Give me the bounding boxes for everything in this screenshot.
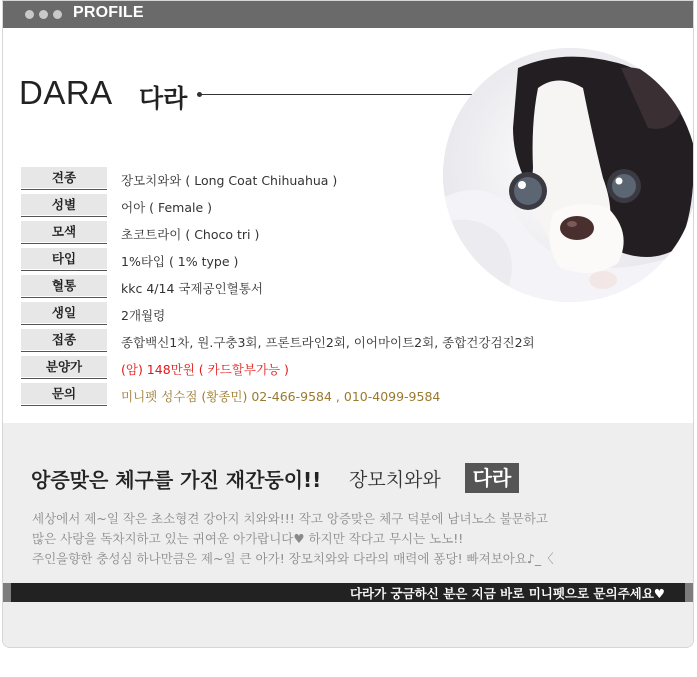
name-divider [201,94,481,95]
info-value: 2개월령 [121,308,166,323]
info-value: 초코트라이 ( Choco tri ) [121,227,260,242]
title-bar-dots [25,10,62,19]
cta-bar-cap-left [3,583,11,602]
info-row-price [21,356,541,382]
info-row-vaccination [21,329,541,355]
info-label: 생일 [21,302,107,325]
description-line: 세상에서 제~일 작은 초소형견 강아지 치와와!!! 작고 앙증맞은 체구 덕분에 남녀노소 불문하고 [32,511,548,526]
profile-card [2,0,694,648]
description-line: 많은 사랑을 독차지하고 있는 귀여운 아가랍니다♥ 하지만 작다고 무시는 노노!! [32,531,464,546]
description-line: 주인을향한 충성심 하나만큼은 제~일 큰 아가! 장모치와와 다라의 매력에 퐁당! 빠져보아요♪_〈 [32,551,554,566]
info-value: 종합백신1차, 원.구충3회, 프론트라인2회, 이어마이트2회, 종합건강검진2회 [121,335,535,350]
description-headline: 앙증맞은 체구를 가진 재간둥이!! [31,468,322,492]
info-value: 미니펫 성수점 (황종민) 02-466-9584 , 010-4099-9584 [121,389,441,404]
description-body [32,509,554,569]
info-row-type [21,248,541,274]
info-row-color [21,221,541,247]
contact-cta: 다라가 궁금하신 분은 지금 바로 미니펫으로 문의주세요♥ [349,586,665,601]
info-row-contact [21,383,541,409]
page-title: PROFILE [73,4,144,21]
info-label: 타입 [21,248,107,271]
info-row-breed [21,167,541,193]
info-value: 어아 ( Female ) [121,200,213,215]
info-value: kkc 4/14 국제공인혈통서 [121,281,263,296]
info-label: 접종 [21,329,107,352]
info-value: 장모치와와 ( Long Coat Chihuahua ) [121,173,338,188]
info-label: 문의 [21,383,107,406]
name-badge: 다라 [465,463,519,493]
info-label: 분양가 [21,356,107,379]
pet-name-korean: 다라 [139,84,188,113]
info-label: 견종 [21,167,107,190]
cta-bar-cap-right [685,583,693,602]
description-breed: 장모치와와 [349,469,441,491]
dot-icon [25,10,34,19]
title-bar [3,1,694,28]
dot-icon [53,10,62,19]
info-value: (암) 148만원 ( 카드할부가능 ) [121,362,289,377]
dot-icon [39,10,48,19]
pet-name-english: DARA [19,74,113,111]
info-label: 혈통 [21,275,107,298]
info-label: 모색 [21,221,107,244]
info-row-gender [21,194,541,220]
info-value: 1%타입 ( 1% type ) [121,254,239,269]
info-row-pedigree [21,275,541,301]
info-label: 성별 [21,194,107,217]
info-row-birth [21,302,541,328]
